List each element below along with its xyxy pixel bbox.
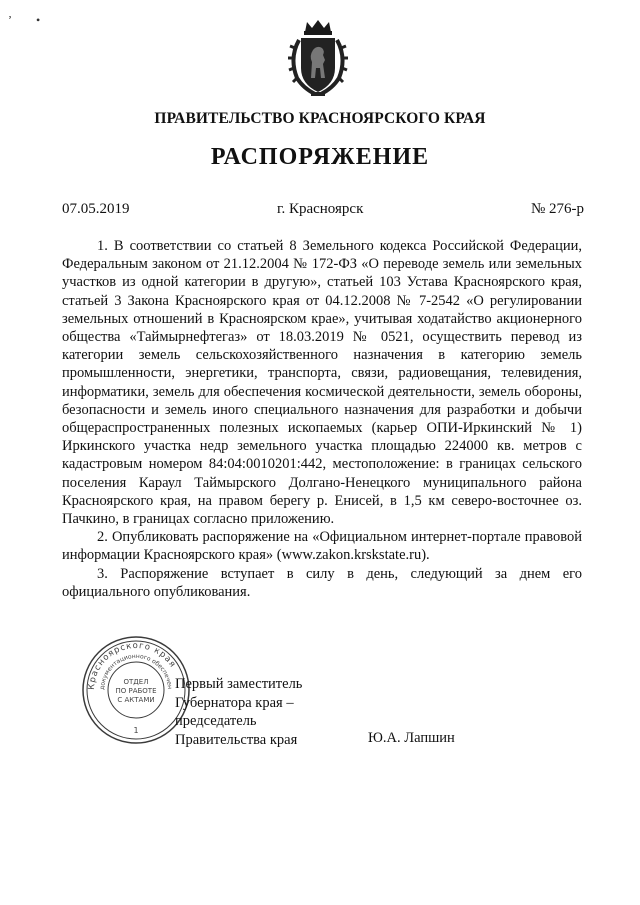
paragraph: 1. В соответствии со статьей 8 Земельного кодекса Российской Федерации, Федеральным законом от 21.12.2004 № 172-ФЗ «О переводе земель или земельных участков из одной категории в другую», статьей 103 Устава Красноярского края, статьей 3 Закона Красноярского края от 04.12.2008 № 7-2542 «О регулировании земельных отношений в Красноярском крае», учитывая ходатайство акционерного общества «Таймырнефтегаз» от 18.03.2019 № 0521, осуществить перевод из категории земель сельскохозяйственного назначения в категорию земель промышленности, энергетики, транспорта, связи, радиовещания, телевидения, информатики, земель для обеспечения космической деятельности, земель обороны, безопасности и земель иного специального назначения для разработки и добычи общераспространенных полезных ископаемых (карьер ОПИ-Иркинский № 1) Иркинского участка недр земельного участка площадью 224000 кв. метров с кадастровым номером 84:04:0010201:442, местоположение: в границах сельского поселения Караул Таймырского Долгано-Ненецкого муниципального района Красноярского края, на правом берегу р. Енисей, в 1,5 км северо-восточнее оз. Пачкино, в границах согласно приложению. [62,238,582,528]
stamp-center-line: ПО РАБОТЕ [115,687,157,695]
paragraph: 2. Опубликовать распоряжение на «Официальном интернет-портале правовой информации Красноярского края» (www.zakon.krskstate.ru). [62,529,582,564]
stamp-number: 1 [133,726,139,735]
stamp-outer-text: Красноярского края [86,640,178,691]
coat-of-arms-icon [287,18,349,98]
signer-position-line: председатель [175,713,257,729]
corner-mark: • [36,13,41,27]
signer-position-line: Правительства края [175,731,298,748]
signer-position-line: Губернатора края – [175,694,294,711]
document-date: 07.05.2019 [62,201,130,217]
signer-position [175,675,302,749]
document-number: № 276-р [531,201,585,217]
document-type-title: РАСПОРЯЖЕНИЕ [210,144,430,170]
document-city: г. Красноярск [277,201,364,217]
organization-title: ПРАВИТЕЛЬСТВО КРАСНОЯРСКОГО КРАЯ [154,110,486,127]
signer-name: Ю.А. Лапшин [368,730,455,746]
stamp-center-line: ОТДЕЛ [123,678,149,686]
stamp-inner-text: документационного обеспечен [98,652,174,691]
document-body [62,237,582,601]
paragraph: 3. Распоряжение вступает в силу в день, следующий за днем его официального опубликования. [62,565,582,600]
stamp-center-line: С АКТАМИ [117,696,155,704]
signer-position-line: Первый заместитель [175,676,303,692]
corner-mark: ʼ [8,13,12,27]
